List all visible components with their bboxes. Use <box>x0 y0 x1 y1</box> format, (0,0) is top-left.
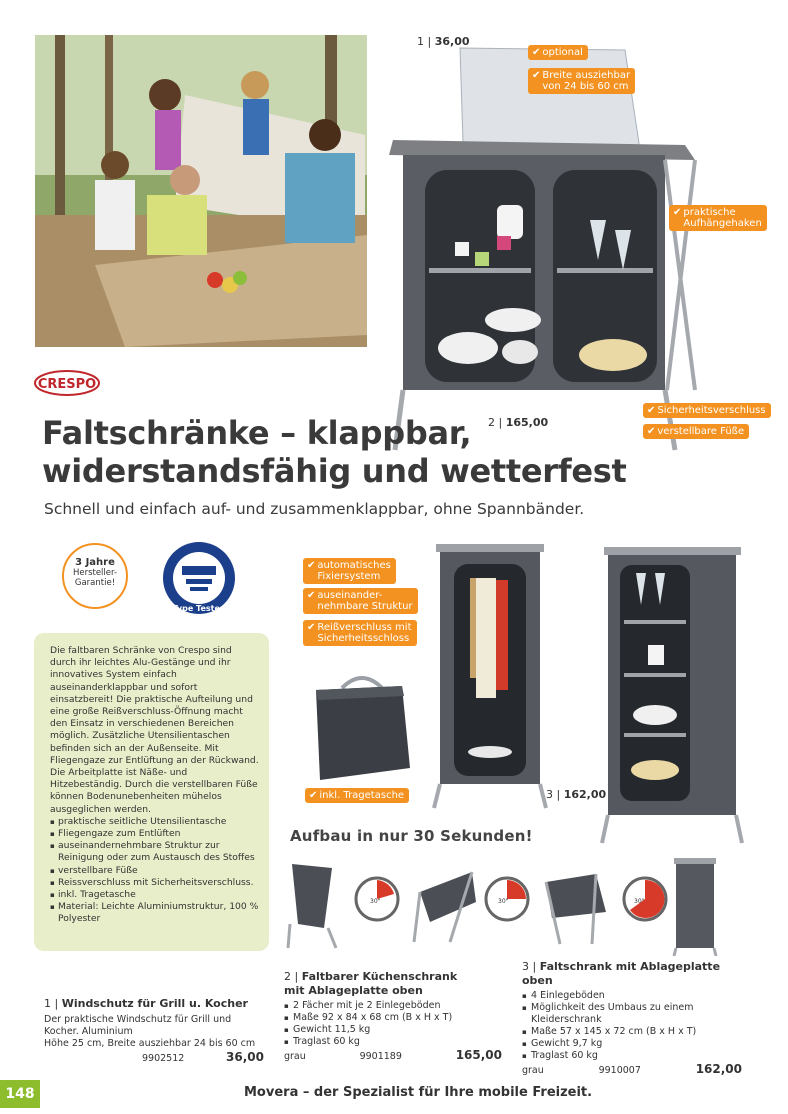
page-number: 148 <box>0 1080 40 1108</box>
info-bullet: ▪ Fliegengaze zum Entlüften <box>50 828 259 840</box>
product-bullet: ▪ Maße 57 x 145 x 72 cm (B x H x T) <box>522 1026 742 1038</box>
product-desc: Höhe 25 cm, Breite ausziehbar 24 bis 60 cm <box>44 1038 256 1049</box>
product-1 <box>44 997 264 1064</box>
callout-breite: ✔ Breite ausziehbar von 24 bis 60 cm <box>528 68 635 94</box>
guarantee-badge: 3 Jahre Hersteller- Garantie! <box>62 543 128 609</box>
product-price: 165,00 <box>455 1048 502 1062</box>
callout-verstellbare-fuesse: ✔ verstellbare Füße <box>643 424 749 439</box>
assembly-step-1-photo <box>284 858 346 950</box>
product-bullet: ▪ Möglichkeit des Umbaus zu einem Kleiderschrank <box>522 1002 742 1026</box>
product-title: 1 | Windschutz für Grill u. Kocher <box>44 997 248 1010</box>
info-bullet: ▪ inkl. Tragetasche <box>50 889 259 901</box>
product-bullets <box>284 1000 502 1048</box>
product-color: grau <box>284 1051 306 1062</box>
callout-aufhaengehaken: ✔ praktische Aufhängehaken <box>669 205 767 231</box>
product-title: 3 | Faltschrank mit Ablageplatte oben <box>522 960 721 987</box>
svg-text:30": 30" <box>498 898 509 905</box>
assembly-step-2-photo <box>410 862 480 944</box>
svg-text:30": 30" <box>634 898 645 905</box>
product-price: 162,00 <box>695 1062 742 1076</box>
price-label-2: 2 | 165,00 <box>488 416 549 429</box>
product-sku: 9901189 <box>359 1051 402 1062</box>
info-bullet: ▪ verstellbare Füße <box>50 865 259 877</box>
timer-icon <box>482 872 532 922</box>
info-bullets <box>50 816 259 926</box>
product-price-row <box>284 1048 502 1062</box>
timer-icon <box>620 872 670 922</box>
product-bullet: ▪ 2 Fächer mit je 2 Einlegeböden <box>284 1000 502 1012</box>
product-title-2: mit Ablageplatte oben <box>284 984 423 997</box>
product-desc: Der praktische Windschutz für Grill und Kocher. Aluminium <box>44 1014 232 1037</box>
info-box <box>34 633 269 951</box>
shelf-cabinet-photo <box>600 545 745 845</box>
svg-text:Type Tested: Type Tested <box>172 604 226 613</box>
callout-optional: ✔ optional <box>528 45 588 60</box>
aufbau-heading: Aufbau in nur 30 Sekunden! <box>290 827 533 845</box>
callout-auseinander: ✔ auseinander- nehmbare Struktur <box>303 588 418 614</box>
product-bullet: ▪ Maße 92 x 84 x 68 cm (B x H x T) <box>284 1012 502 1024</box>
product-2 <box>284 970 502 1062</box>
carry-bag-photo <box>312 668 412 786</box>
callout-tragetasche: ✔ inkl. Tragetasche <box>305 788 409 803</box>
product-sku: 9910007 <box>598 1065 641 1076</box>
product-bullet: ▪ Traglast 60 kg <box>522 1050 742 1062</box>
product-price: 36,00 <box>226 1050 264 1064</box>
product-color: grau <box>522 1065 544 1076</box>
info-bullet: ▪ auseinandernehmbare Struktur zur Reinigung oder zum Austausch des Stoffes <box>50 840 259 864</box>
product-price-row <box>522 1062 742 1076</box>
wardrobe-cabinet-photo <box>430 538 550 810</box>
info-bullet: ▪ praktische seitliche Utensilientasche <box>50 816 259 828</box>
info-text: Die faltbaren Schränke von Crespo sind durch ihr leichtes Alu-Gestänge und ihr innovatives System einfach auseinanderklappbar und sofort einsatzbereit! Die praktische Aufteilung und eine große Reißverschluss-Öffnung macht den Einsatz in verschiedenen Bereichen möglich. Zusätzliche Utensilientaschen befinden sich an der Außenseite. Mit Fliegengaze zur Entlüftung an der Rückwand. Die Arbeitplatte ist Näße- und Hitzebeständig. Durch die verstellbaren Füße können Bodenunebenheiten mühelos ausgeglichen werden. <box>50 645 259 815</box>
price-label-1: 1 | 36,00 <box>417 35 470 48</box>
svg-text:CRESPO: CRESPO <box>37 377 97 392</box>
family-picnic-photo <box>35 35 367 347</box>
product-sku: 9902512 <box>142 1053 185 1064</box>
assembly-step-3-photo <box>536 862 612 946</box>
type-tested-badge <box>162 541 236 615</box>
subheadline: Schnell und einfach auf- und zusammenklappbar, ohne Spannbänder. <box>44 500 585 518</box>
timer-icon <box>352 872 402 922</box>
crespo-logo <box>34 370 100 396</box>
product-bullet: ▪ Gewicht 9,7 kg <box>522 1038 742 1050</box>
product-bullet: ▪ 4 Einlegeböden <box>522 990 742 1002</box>
callout-reissverschluss: ✔ Reißverschluss mit Sicherheitsschloss <box>303 620 417 646</box>
headline: Faltschränke – klappbar, widerstandsfähig und wetterfest <box>42 414 627 490</box>
product-3 <box>522 960 742 1076</box>
info-bullet: ▪ Reissverschluss mit Sicherheitsverschluss. <box>50 877 259 889</box>
product-price-row <box>44 1050 264 1064</box>
info-bullet: ▪ Material: Leichte Aluminiumstruktur, 100 % Polyester <box>50 901 259 925</box>
price-label-3: 3 | 162,00 <box>546 788 607 801</box>
product-bullets <box>522 990 742 1062</box>
callout-sicherheitsverschluss: ✔ Sicherheitsverschluss <box>643 403 771 418</box>
svg-text:30": 30" <box>370 898 381 905</box>
product-bullet: ▪ Traglast 60 kg <box>284 1036 502 1048</box>
footer-slogan: Movera – der Spezialist für Ihre mobile Freizeit. <box>244 1085 593 1100</box>
assembly-step-4-photo <box>672 856 718 956</box>
product-bullet: ▪ Gewicht 11,5 kg <box>284 1024 502 1036</box>
callout-fixiersystem: ✔ automatisches Fixiersystem <box>303 558 396 584</box>
product-title: 2 | Faltbarer Küchenschrank <box>284 970 458 983</box>
